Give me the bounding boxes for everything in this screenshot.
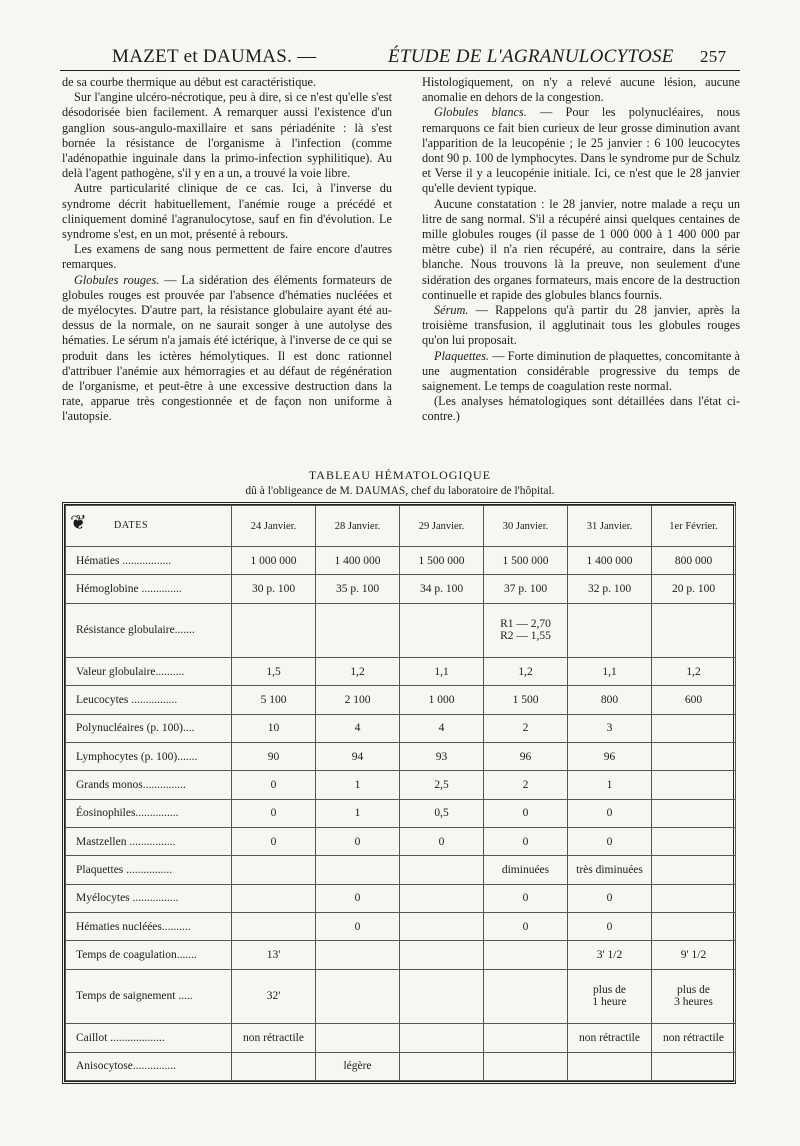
row-label: Polynucléaires (p. 100).... [66,714,232,742]
table-row [66,884,736,912]
right-paragraph: Histologiquement, on n'y a relevé aucune lésion, aucune anomalie en dehors de la congestion. [422,75,740,105]
table-cell: 1 500 000 [400,547,484,575]
table-cell [568,1052,652,1080]
table-row [66,969,736,1023]
table-cell [484,1024,568,1052]
table-cell: 600 [652,686,736,714]
running-header [60,46,740,71]
table-cell [316,969,400,1023]
date-column-header: 24 Janvier. [232,506,316,547]
date-column-header: 30 Janvier. [484,506,568,547]
section-lead: Sérum. [434,303,469,318]
table-cell [652,771,736,799]
table-cell: 1,5 [232,658,316,686]
right-text-column [422,75,740,425]
table-cell [232,884,316,912]
table-cell [400,856,484,884]
table-cell [652,714,736,742]
table-row [66,856,736,884]
table-cell: 0 [568,913,652,941]
table-header-row [66,506,736,547]
table-row [66,941,736,969]
table-title: TABLEAU HÉMATOLOGIQUE [308,468,492,482]
table-cell: 94 [316,743,400,771]
cell-line: R2 — 1,55 [500,630,551,643]
table-cell: 4 [400,714,484,742]
table-cell: 1 [316,771,400,799]
table-row [66,1052,736,1080]
table-cell [316,941,400,969]
section-text: — Forte diminution de plaquettes, concomitante à une augmentation considérable progressive du temps de saignement. Le temps de coagulation reste normal. [422,348,740,394]
cell-line: plus de [677,984,710,997]
table-row [66,828,736,856]
table-cell: 0 [568,828,652,856]
table-cell: 30 p. 100 [232,575,316,603]
table-cell [652,743,736,771]
table-cell: 0 [232,799,316,827]
table-row [66,714,736,742]
section-lead: Plaquettes. [434,348,489,363]
table-cell [484,603,568,657]
table-cell [484,1052,568,1080]
table-cell: 32' [232,969,316,1023]
table-cell: 1 400 000 [568,547,652,575]
table-cell [652,913,736,941]
table-cell [568,969,652,1023]
right-paragraph [422,105,740,196]
table-cell: 35 p. 100 [316,575,400,603]
row-label: Hémoglobine .............. [66,575,232,603]
row-label: Éosinophiles............... [66,799,232,827]
section-text: — La sidération des éléments formateurs de globules rouges est prouvée par l'absence d'hématies nucléées et de myélocytes. D'autre part, la résistance globulaire ayant été au-dessus de la normale, on ne saurait songer à une autolyse des hématies. Le sérum n'a jamais été ictérique, à l'inverse de ce qui se produit dans les ictères hémolytiques. Il est donc rationnel d'attribuer l'anémie aux hémorragies et au défaut de régénération de l'organisme, et peut-être à une excessive destruction dans la rate, apparue très congestionnée et de façon non uniforme à l'autopsie. [62,272,392,424]
table-cell: non rétractile [652,1024,736,1052]
table-cell: 0 [232,771,316,799]
right-paragraph: Aucune constatation : le 28 janvier, notre malade a reçu un litre de sang normal. S'il a récupéré ainsi quelques centaines de mille globules rouges (il passe de 1 000 000 à 1 400 000 par mètre cube) il n'a rien récupéré, au contraire, dans la série blanche. Nous trouvons là la preuve, non seulement d'une sidération des organes formateurs, mais encore de la destruction continuelle et rapide des globules blancs fournis. [422,196,740,302]
left-text-column [62,75,392,425]
table-cell: 0 [484,913,568,941]
date-column-header: 1er Février. [652,506,736,547]
table-cell [652,1052,736,1080]
table-cell [400,969,484,1023]
header-authors: MAZET et DAUMAS. — [112,46,317,67]
table-row [66,799,736,827]
table-cell [484,941,568,969]
table-cell: 1 500 000 [484,547,568,575]
right-paragraph: (Les analyses hématologiques sont détaillées dans l'état ci-contre.) [422,394,740,424]
table-cell: très diminuées [568,856,652,884]
table-cell: 10 [232,714,316,742]
table-cell [232,913,316,941]
row-label: Plaquettes ................ [66,856,232,884]
table-cell: 96 [484,743,568,771]
table-cell: 0 [316,828,400,856]
table-cell: 0 [232,828,316,856]
table-cell: 0,5 [400,799,484,827]
table-cell [568,603,652,657]
table-cell: 4 [316,714,400,742]
table-cell [400,941,484,969]
table-row [66,547,736,575]
table-row [66,913,736,941]
table-cell [316,1024,400,1052]
table-cell: 34 p. 100 [400,575,484,603]
dates-header-cell [66,506,232,547]
table-cell: 90 [232,743,316,771]
section-text: — Rappelons qu'à partir du 28 janvier, après la troisième transfusion, il agglutinait tous les globules rouges qu'on lui proposait. [422,303,740,348]
table-cell: 32 p. 100 [568,575,652,603]
table-cell: 13' [232,941,316,969]
row-label: Lymphocytes (p. 100)....... [66,743,232,771]
table-cell: légère [316,1052,400,1080]
table-cell: 1 500 [484,686,568,714]
date-column-header: 28 Janvier. [316,506,400,547]
left-paragraph: Sur l'angine ulcéro-nécrotique, peu à dire, si ce n'est qu'elle s'est désodorisée bien facilement. A remarquer aussi l'existence d'un ganglion sous-angulo-maxillaire et sans périadénite : là s'est bornée la résistance de l'organisme à l'infection (comme l'adénopathie inguinale dans la primo-infection syphilitique). Au delà l'agent pathogène, s'il y en a un, a trouvé la voie libre. [62,90,392,181]
table-cell: 2,5 [400,771,484,799]
table-cell: 20 p. 100 [652,575,736,603]
date-column-header: 29 Janvier. [400,506,484,547]
table-cell: 1,2 [484,658,568,686]
table-row [66,686,736,714]
table-cell: 9' 1/2 [652,941,736,969]
table-cell: 1,2 [652,658,736,686]
table-cell: diminuées [484,856,568,884]
fleuron-ornament-icon: ❦ [70,512,87,534]
table-cell: 1,2 [316,658,400,686]
table-cell: 2 100 [316,686,400,714]
table-cell [484,969,568,1023]
row-label: Anisocytose............... [66,1052,232,1080]
row-label: Leucocytes ................ [66,686,232,714]
row-label: Résistance globulaire....... [66,603,232,657]
table-cell: 37 p. 100 [484,575,568,603]
table-cell [232,856,316,884]
table-cell: 0 [568,799,652,827]
table-cell [652,856,736,884]
table-cell: 1 000 [400,686,484,714]
table-cell [316,603,400,657]
table-cell: 0 [484,799,568,827]
table-row [66,1024,736,1052]
table-cell: 0 [484,884,568,912]
table-cell: 1 [316,799,400,827]
table-cell: 3' 1/2 [568,941,652,969]
table-row [66,771,736,799]
table-cell: 0 [316,913,400,941]
table-row [66,658,736,686]
table-cell [232,1052,316,1080]
table-cell [400,913,484,941]
row-label: Hématies nucléées.......... [66,913,232,941]
table-cell [400,1052,484,1080]
row-label: Temps de saignement ..... [66,969,232,1023]
left-paragraph: de sa courbe thermique au début est caractéristique. [62,75,317,89]
left-paragraph: Les examens de sang nous permettent de faire encore d'autres remarques. [62,242,392,272]
left-paragraph [62,273,392,425]
table-cell: 0 [484,828,568,856]
table-cell: 1,1 [400,658,484,686]
cell-line: 1 heure [592,996,627,1009]
row-label: Myélocytes ................ [66,884,232,912]
section-text: — Pour les polynucléaires, nous remarquons ce fait bien curieux de leur grosse diminution avant l'apparition de la leucopénie ; le 25 janvier : 6 100 leucocytes dont 90 p. 100 de lymphocytes. Dans le syndrome pur de Schulz et Verse il y a leucopénie initiale. Ici, ce n'est que le 28 janvier qu'elle devient typique. [422,105,741,196]
table-cell: 800 000 [652,547,736,575]
header-title: ÉTUDE DE L'AGRANULOCYTOSE [388,46,674,67]
table-cell: 5 100 [232,686,316,714]
right-paragraph [422,349,740,395]
table-cell: 2 [484,714,568,742]
table-cell [400,884,484,912]
row-label: Temps de coagulation....... [66,941,232,969]
table-row [66,743,736,771]
table-cell: 0 [568,884,652,912]
table-cell [316,856,400,884]
row-label: Grands monos............... [66,771,232,799]
left-paragraph: Autre particularité clinique de ce cas. Ici, à l'inverse du syndrome décrit habituellement, l'anémie rouge a précédé et cliniquement dominé l'agranulocytose, sauf en fin d'évolution. Le syndrome s'est, en un mot, présenté à rebours. [62,181,392,242]
table-cell: 1,1 [568,658,652,686]
table-cell: non rétractile [568,1024,652,1052]
cell-line: plus de [593,984,626,997]
row-label: Caillot ................... [66,1024,232,1052]
table-cell [400,1024,484,1052]
table-cell [652,884,736,912]
table-cell: 96 [568,743,652,771]
table-cell [400,603,484,657]
dates-label: DATES [114,520,149,531]
table-cell: 93 [400,743,484,771]
table-subtitle: dû à l'obligeance de M. DAUMAS, chef du laboratoire de l'hôpital. [245,485,555,497]
table-cell: non rétractile [232,1024,316,1052]
date-column-header: 31 Janvier. [568,506,652,547]
row-label: Mastzellen ................ [66,828,232,856]
table-cell: 0 [400,828,484,856]
table-cell: 1 [568,771,652,799]
table-cell: 0 [316,884,400,912]
right-paragraph [422,303,740,349]
table-cell [232,603,316,657]
section-lead: Globules rouges. [74,272,160,287]
table-cell: 1 400 000 [316,547,400,575]
cell-line: R1 — 2,70 [500,618,551,631]
table-cell [652,603,736,657]
table-cell: 800 [568,686,652,714]
table-row [66,603,736,657]
section-lead: Globules blancs. [434,105,527,120]
table-cell: 2 [484,771,568,799]
table-cell: 1 000 000 [232,547,316,575]
cell-line: 3 heures [674,996,713,1009]
page-number: 257 [700,47,727,66]
table-cell [652,828,736,856]
table-cell: 3 [568,714,652,742]
table-row [66,575,736,603]
row-label: Hématies ................. [66,547,232,575]
row-label: Valeur globulaire.......... [66,658,232,686]
table-cell [652,969,736,1023]
table-cell [652,799,736,827]
hematology-table [62,502,736,1084]
